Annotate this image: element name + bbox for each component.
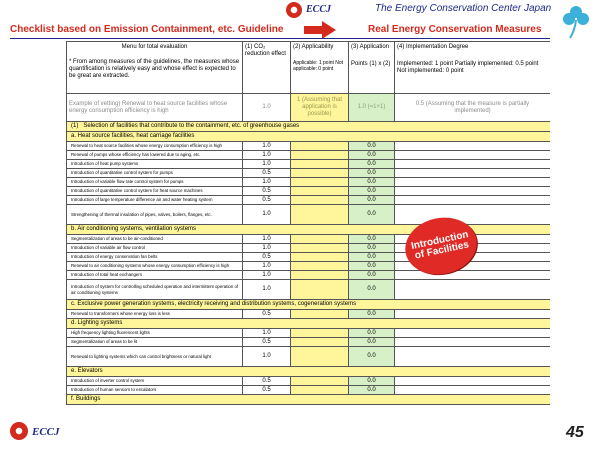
row-co2: 0.5: [243, 377, 291, 386]
table-row: [67, 347, 551, 367]
section-cell: [67, 122, 551, 132]
group-label: d. Lighting systems: [67, 319, 551, 329]
row-implementation[interactable]: [395, 169, 551, 178]
group-label: f. Buildings: [67, 395, 551, 405]
row-applicability[interactable]: [291, 347, 349, 367]
row-application: 0.0: [349, 338, 395, 347]
row-label: Renewal of pumps whose efficiency has lowered due to aging, etc.: [67, 151, 243, 160]
example-application: 1.0 (=1×1): [349, 94, 395, 122]
eccj-logo-icon: [286, 2, 302, 18]
row-application: 0.0: [349, 160, 395, 169]
table-row: [67, 386, 551, 395]
header-application-cell: [349, 42, 395, 94]
example-row: [67, 94, 551, 122]
row-co2: 0.5: [243, 196, 291, 205]
table-row: [67, 310, 551, 319]
header-application-note: Points (1) x (2): [351, 60, 391, 67]
group-label: c. Exclusive power generation systems, electricity receiving and distribution systems, cogeneration systems: [67, 300, 551, 310]
row-label: Introduction of total heat exchangers: [67, 271, 243, 280]
row-implementation[interactable]: [395, 205, 551, 225]
header-application: (3) Application: [351, 44, 390, 50]
groups-body: [67, 132, 551, 405]
row-applicability[interactable]: [291, 253, 349, 262]
page-number: 45: [566, 424, 584, 441]
row-implementation[interactable]: [395, 271, 551, 280]
menu-title: Menu for total evaluation: [121, 44, 188, 50]
header-implementation-cell: [395, 42, 551, 94]
row-applicability[interactable]: [291, 235, 349, 244]
table-header-row: [67, 42, 551, 94]
title-left: Checklist based on Emission Containment, etc. Guideline: [10, 24, 284, 35]
example-applicability: 1 (Assuming that application is possible): [291, 94, 349, 122]
row-label: Introduction of inverter control system: [67, 377, 243, 386]
table-row: [67, 205, 551, 225]
row-applicability[interactable]: [291, 262, 349, 271]
header-implementation: (4) Implementation Degree: [397, 44, 469, 50]
row-applicability[interactable]: [291, 310, 349, 319]
row-implementation[interactable]: [395, 160, 551, 169]
row-applicability[interactable]: [291, 178, 349, 187]
row-co2: 0.5: [243, 187, 291, 196]
row-applicability[interactable]: [291, 329, 349, 338]
row-applicability[interactable]: [291, 187, 349, 196]
header-implementation-note: Implemented: 1 point Partially implemented: 0.5 point Not implemented: 0 point: [397, 60, 539, 74]
row-application: 0.0: [349, 205, 395, 225]
row-co2: 1.0: [243, 235, 291, 244]
row-application: 0.0: [349, 142, 395, 151]
row-application: 0.0: [349, 262, 395, 271]
group-row: [67, 225, 551, 235]
example-label: Example of vetting) Renewal to heat source facilities whose energy consumption efficiency is high: [67, 94, 243, 122]
table-row: [67, 235, 551, 244]
header-applicability-cell: [291, 42, 349, 94]
section-row: [67, 122, 551, 132]
row-label: Introduction of quantitative control system for heat source machines: [67, 187, 243, 196]
row-label: Introduction of variable air flow control: [67, 244, 243, 253]
table-row: [67, 271, 551, 280]
row-application: 0.0: [349, 377, 395, 386]
header-divider: [10, 38, 550, 39]
group-row: [67, 132, 551, 142]
row-application: 0.0: [349, 178, 395, 187]
row-implementation[interactable]: [395, 386, 551, 395]
row-implementation[interactable]: [395, 142, 551, 151]
introduction-callout: Introduction of Facilities: [400, 211, 482, 281]
header-menu-cell: [67, 42, 243, 94]
table-row: [67, 253, 551, 262]
row-label: Introduction of energy conservation fan belts: [67, 253, 243, 262]
row-co2: 1.0: [243, 205, 291, 225]
row-co2: 1.0: [243, 244, 291, 253]
row-co2: 0.5: [243, 169, 291, 178]
row-implementation[interactable]: [395, 347, 551, 367]
table-row: [67, 151, 551, 160]
row-application: 0.0: [349, 151, 395, 160]
row-label: Strengthening of thermal insulation of pipes, valves, boilers, flanges, etc.: [67, 205, 243, 225]
row-implementation[interactable]: [395, 310, 551, 319]
row-co2: 1.0: [243, 262, 291, 271]
table-row: [67, 187, 551, 196]
row-co2: 0.5: [243, 338, 291, 347]
table-row: [67, 377, 551, 386]
row-application: 0.0: [349, 347, 395, 367]
example-co2: 1.0: [243, 94, 291, 122]
header-co2: (1) CO₂ reduction effect: [243, 42, 291, 94]
row-applicability[interactable]: [291, 386, 349, 395]
row-label: Introduction of quantitative control system for pumps: [67, 169, 243, 178]
row-label: Introduction of variable flow rate control system for pumps: [67, 178, 243, 187]
table-row: [67, 262, 551, 271]
checklist-table: [66, 41, 550, 429]
row-implementation[interactable]: [395, 377, 551, 386]
row-co2: 1.0: [243, 280, 291, 300]
arrow-head-icon: [322, 21, 336, 39]
table-row: [67, 160, 551, 169]
group-label: a. Heat source facilities, heat carriage facilities: [67, 132, 551, 142]
row-applicability[interactable]: [291, 196, 349, 205]
row-label: Introduction of large temperature difference air and water heating system: [67, 196, 243, 205]
row-co2: 1.0: [243, 329, 291, 338]
row-application: 0.0: [349, 386, 395, 395]
row-label: Segmentalization of areas to be air-conditioned: [67, 235, 243, 244]
row-applicability[interactable]: [291, 377, 349, 386]
row-label: High frequency lighting fluorescent lights: [67, 329, 243, 338]
row-applicability[interactable]: [291, 271, 349, 280]
row-implementation[interactable]: [395, 178, 551, 187]
row-application: 0.0: [349, 280, 395, 300]
row-co2: 1.0: [243, 151, 291, 160]
row-co2: 0.5: [243, 310, 291, 319]
row-co2: 1.0: [243, 178, 291, 187]
example-implementation: 0.5 (Assuming that the measure is partially implemented): [395, 94, 551, 122]
title-right: Real Energy Conservation Measures: [368, 24, 542, 35]
header-applicability-note: Applicable: 1 point Not applicable: 0 point: [293, 59, 344, 72]
group-row: [67, 395, 551, 405]
row-label: Renewal to lighting systems which can control brightness or natural light: [67, 347, 243, 367]
row-co2: 1.0: [243, 142, 291, 151]
table-row: [67, 169, 551, 178]
row-co2: 1.0: [243, 160, 291, 169]
row-application: 0.0: [349, 271, 395, 280]
menu-note: * From among measures of the guidelines, the measures whose quantification is relatively easy and whose effect is expected to be great are extracted.: [69, 58, 240, 79]
row-application: 0.0: [349, 244, 395, 253]
row-applicability[interactable]: [291, 280, 349, 300]
row-applicability[interactable]: [291, 151, 349, 160]
group-label: b. Air conditioning systems, ventilation systems: [67, 225, 551, 235]
group-row: [67, 367, 551, 377]
row-label: Renewal to heat source facilities whose energy consumption efficiency is high: [67, 142, 243, 151]
footer-logo-text: ECCJ: [32, 426, 60, 438]
table-row: [67, 142, 551, 151]
row-implementation[interactable]: [395, 280, 551, 300]
group-row: [67, 319, 551, 329]
row-label: Renewal to transformers whose energy loss is less: [67, 310, 243, 319]
section-label: Selection of facilities that contribute to the containment, etc. of greenhouse gases: [83, 123, 300, 130]
group-row: [67, 300, 551, 310]
footer-eccj-logo-icon: [10, 422, 28, 440]
arrow-right-icon: [304, 26, 322, 34]
row-implementation[interactable]: [395, 187, 551, 196]
table-row: [67, 178, 551, 187]
row-applicability[interactable]: [291, 160, 349, 169]
row-implementation[interactable]: [395, 196, 551, 205]
row-application: 0.0: [349, 187, 395, 196]
header-applicability: (2) Applicability: [293, 44, 334, 50]
row-label: Introduction of system for controlling scheduled operation and intermittent operation of air conditioning systems: [67, 280, 243, 300]
table-row: [67, 280, 551, 300]
row-applicability[interactable]: [291, 338, 349, 347]
row-applicability[interactable]: [291, 244, 349, 253]
table-row: [67, 244, 551, 253]
row-applicability[interactable]: [291, 142, 349, 151]
row-application: 0.0: [349, 169, 395, 178]
row-applicability[interactable]: [291, 205, 349, 225]
row-application: 0.0: [349, 235, 395, 244]
clover-logo-icon: [558, 2, 594, 40]
header-logo-text: ECCJ: [306, 4, 332, 15]
row-implementation[interactable]: [395, 329, 551, 338]
row-label: Renewal to air conditioning systems whose energy consumption efficiency is high: [67, 262, 243, 271]
row-application: 0.0: [349, 253, 395, 262]
group-label: e. Elevators: [67, 367, 551, 377]
row-application: 0.0: [349, 310, 395, 319]
row-label: Introduction of human sensors to escalators: [67, 386, 243, 395]
row-implementation[interactable]: [395, 151, 551, 160]
organization-name: The Energy Conservation Center Japan: [375, 3, 552, 14]
row-label: Segmentalization of areas to be lit: [67, 338, 243, 347]
row-label: Introduction of heat pump systems: [67, 160, 243, 169]
row-application: 0.0: [349, 196, 395, 205]
row-applicability[interactable]: [291, 169, 349, 178]
row-application: 0.0: [349, 329, 395, 338]
table-row: [67, 338, 551, 347]
section-number: (1): [71, 123, 79, 130]
row-co2: 0.5: [243, 386, 291, 395]
table-row: [67, 196, 551, 205]
row-co2: 1.0: [243, 271, 291, 280]
table-row: [67, 329, 551, 338]
row-co2: 0.5: [243, 253, 291, 262]
row-co2: 1.0: [243, 347, 291, 367]
row-implementation[interactable]: [395, 338, 551, 347]
